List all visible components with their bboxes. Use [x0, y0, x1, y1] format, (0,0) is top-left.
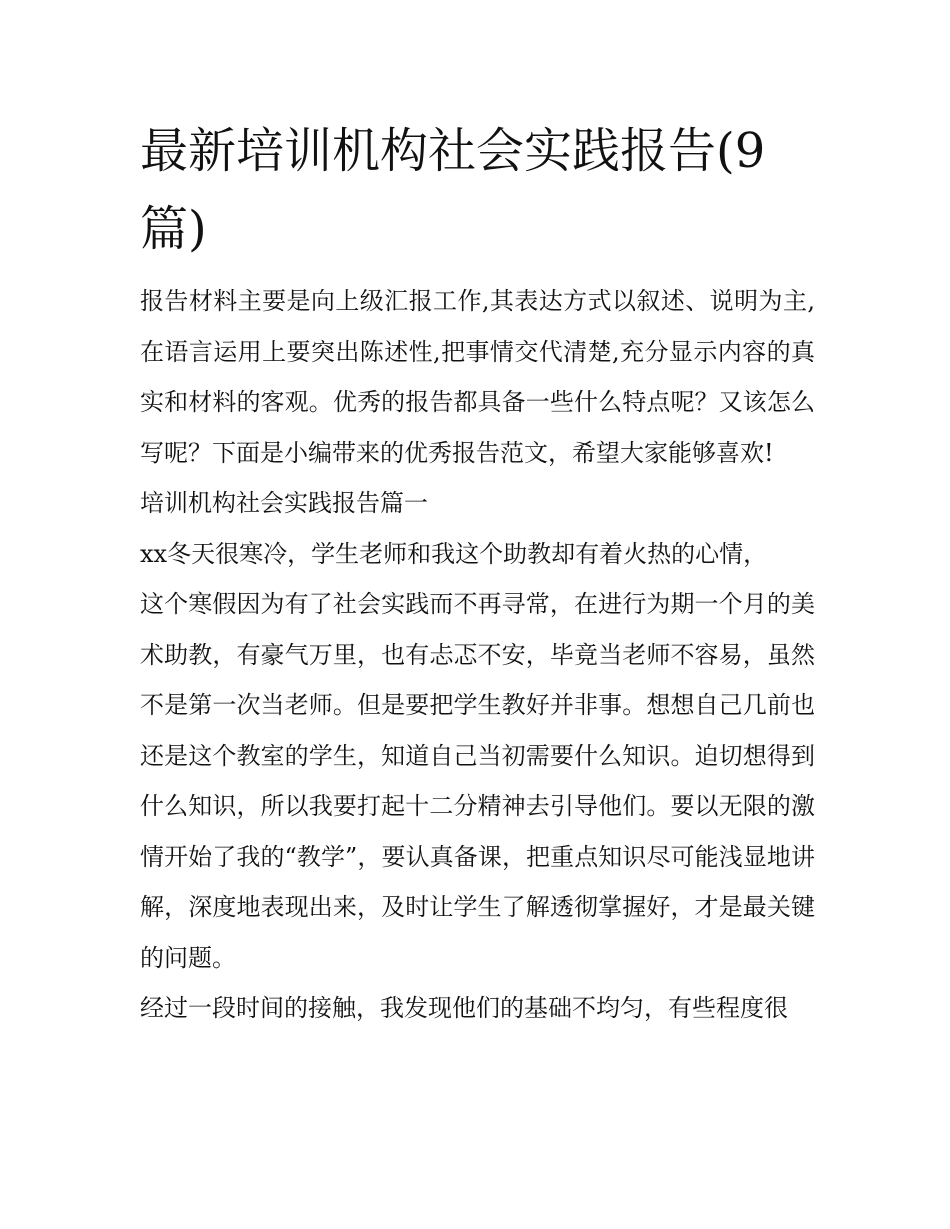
- intro-paragraph: 报告材料主要是向上级汇报工作,其表达方式以叙述、说明为主,在语言运用上要突出陈述性,把事情交代清楚,充分显示内容的真实和材料的客观。优秀的报告都具备一些什么特点呢？又该怎么写呢？下面是小编带来的优秀报告范文，希望大家能够喜欢!: [140, 287, 815, 467]
- paragraph-2: 经过一段时间的接触，我发现他们的基础不均匀，有些程度很: [140, 994, 788, 1022]
- document-title: 最新培训机构社会实践报告(9篇): [140, 123, 766, 257]
- paragraph-1-continued: 这个寒假因为有了社会实践而不再寻常，在进行为期一个月的美术助教，有豪气万里，也有忐忑不安，毕竟当老师不容易，虽然不是第一次当老师。但是要把学生教好并非事。想想自己几前也还是这个教室的学生，知道自己当初需要什么知识。迫切想得到什么知识，所以我要打起十二分精神去引导他们。要以无限的激情开始了我的“教学”，要认真备课，把重点知识尽可能浅显地讲解，深度地表现出来，及时让学生了解透彻掌握好，才是最关键的问题。: [140, 590, 815, 972]
- paragraph-1-first-line: xx冬天很寒冷，学生老师和我这个助教却有着火热的心情，: [140, 539, 768, 568]
- document-body: [140, 276, 815, 1034]
- section-heading: 培训机构社会实践报告篇一: [140, 489, 428, 517]
